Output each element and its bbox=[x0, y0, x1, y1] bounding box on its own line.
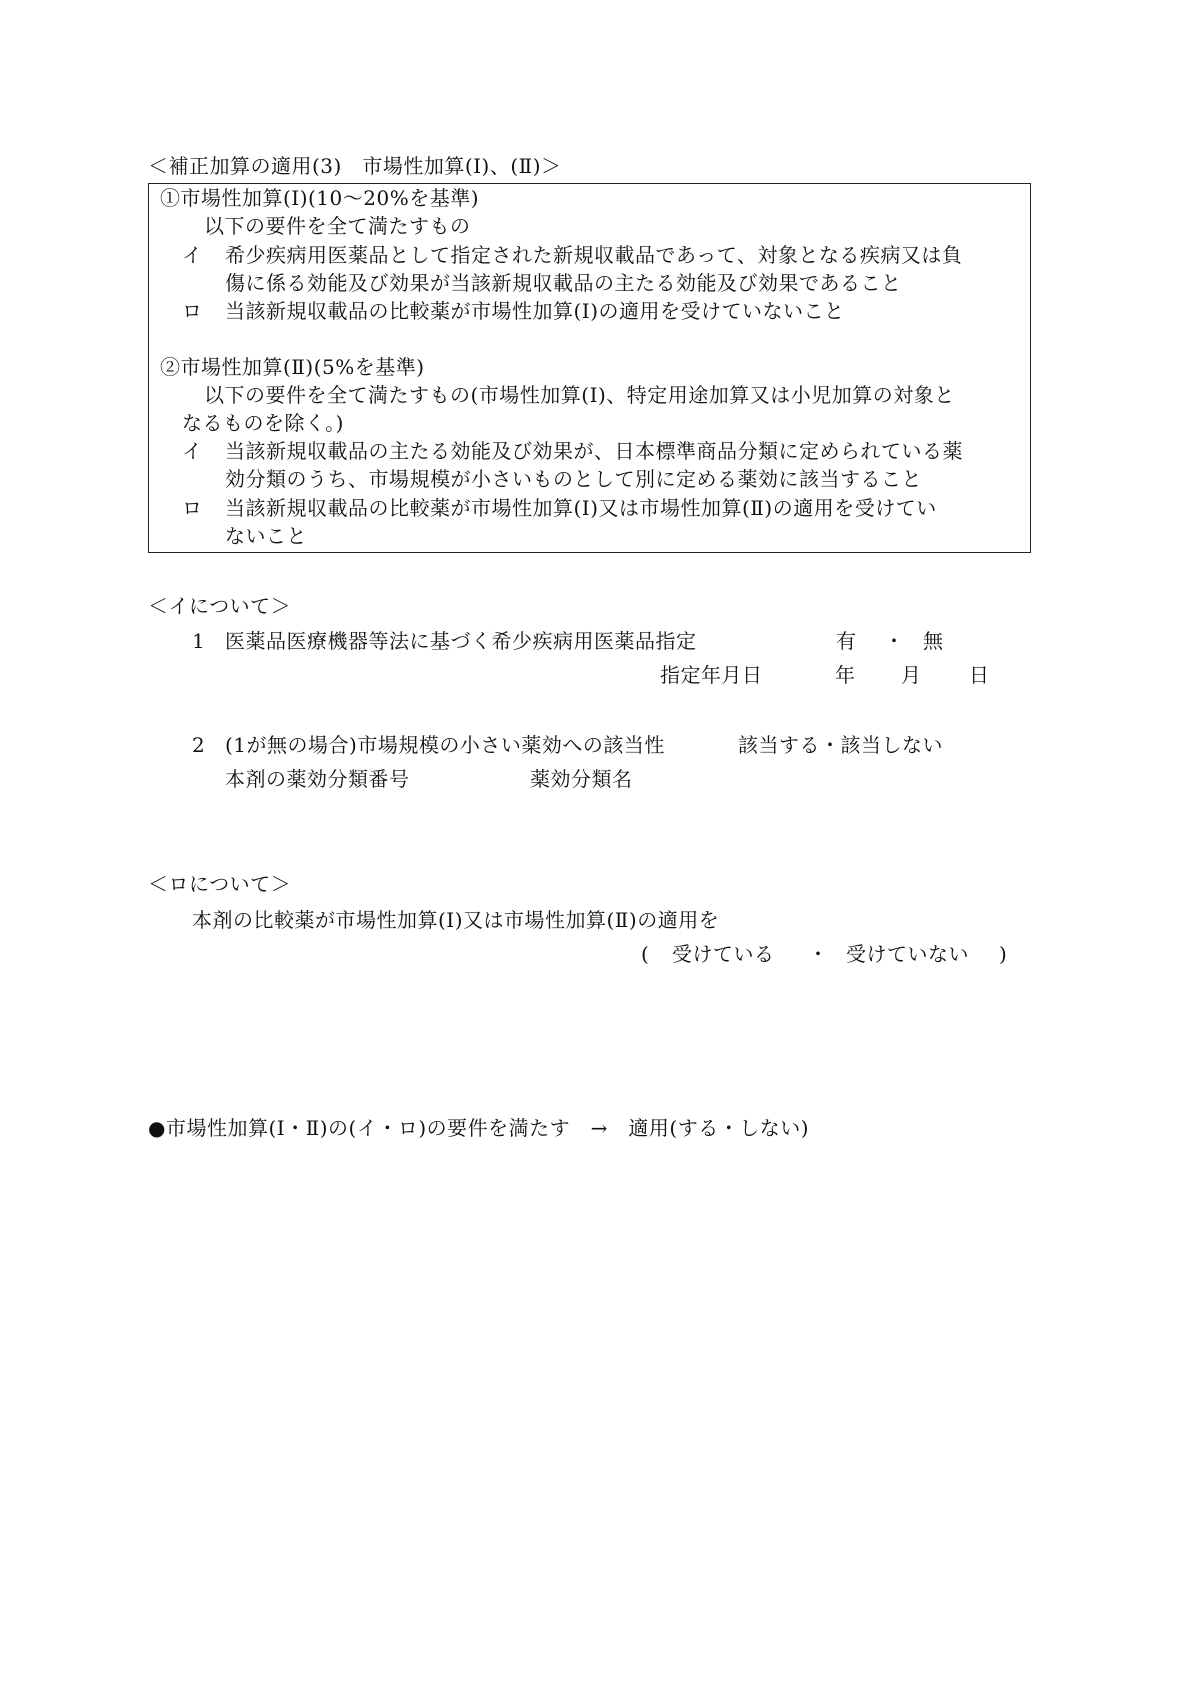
date-day: 日 bbox=[969, 663, 990, 687]
conclusion-line: ●市場性加算(Ⅰ・Ⅱ)の(イ・ロ)の要件を満たす → 適用(する・しない) bbox=[148, 1116, 810, 1140]
q1-choice-no[interactable]: 無 bbox=[923, 629, 944, 653]
q2-number: 2 bbox=[192, 733, 206, 757]
item2-heading: ②市場性加算(Ⅱ)(5%を基準) bbox=[160, 355, 425, 379]
item2-i-mark: イ bbox=[182, 439, 203, 463]
ro-choice-yes[interactable]: 受けている bbox=[672, 942, 775, 966]
date-year: 年 bbox=[835, 663, 856, 687]
item2-i-line2: 効分類のうち、市場規模が小さいものとして別に定める薬効に該当すること bbox=[225, 467, 922, 491]
q2-label: (1が無の場合)市場規模の小さい薬効への該当性 bbox=[225, 733, 665, 757]
ro-question-text: 本剤の比較薬が市場性加算(Ⅰ)又は市場性加算(Ⅱ)の適用を bbox=[192, 908, 720, 932]
q1-number: 1 bbox=[192, 629, 206, 653]
item1-ro-line1: 当該新規収載品の比較薬が市場性加算(Ⅰ)の適用を受けていないこと bbox=[225, 299, 845, 323]
q1-choice-yes[interactable]: 有 bbox=[836, 629, 857, 653]
item1-intro: 以下の要件を全て満たすもの bbox=[204, 214, 471, 238]
item2-i-line1: 当該新規収載品の主たる効能及び効果が、日本標準商品分類に定められている薬 bbox=[225, 439, 963, 463]
ro-close-paren: ) bbox=[999, 942, 1008, 966]
item2-ro-mark: ロ bbox=[182, 496, 203, 520]
ro-section-title: ＜ロについて＞ bbox=[148, 872, 292, 896]
q1-label: 医薬品医療機器等法に基づく希少疾病用医薬品指定 bbox=[225, 629, 697, 653]
item1-ro-mark: ロ bbox=[182, 299, 203, 323]
ro-choice-no[interactable]: 受けていない bbox=[846, 942, 969, 966]
item2-ro-line1: 当該新規収載品の比較薬が市場性加算(Ⅰ)又は市場性加算(Ⅱ)の適用を受けてい bbox=[225, 496, 937, 520]
q1-choice-separator: ・ bbox=[884, 629, 905, 653]
item2-ro-line2: ないこと bbox=[225, 524, 307, 548]
item2-intro-line2: なるものを除く。) bbox=[182, 411, 344, 435]
item1-heading: ①市場性加算(Ⅰ)(10～20%を基準) bbox=[160, 186, 480, 210]
class-number-label: 本剤の薬効分類番号 bbox=[225, 767, 410, 791]
i-section-title: ＜イについて＞ bbox=[148, 594, 292, 618]
section-title: ＜補正加算の適用(3) 市場性加算(Ⅰ)、(Ⅱ)＞ bbox=[148, 154, 562, 178]
item1-i-mark: イ bbox=[182, 243, 203, 267]
designation-date-label: 指定年月日 bbox=[660, 663, 763, 687]
item1-i-line2: 傷に係る効能及び効果が当該新規収載品の主たる効能及び効果であること bbox=[225, 271, 902, 295]
q2-choices[interactable]: 該当する・該当しない bbox=[738, 733, 943, 757]
ro-open-paren: ( bbox=[641, 942, 650, 966]
class-name-label: 薬効分類名 bbox=[530, 767, 633, 791]
date-month: 月 bbox=[901, 663, 922, 687]
ro-choice-separator: ・ bbox=[808, 942, 829, 966]
item1-i-line1: 希少疾病用医薬品として指定された新規収載品であって、対象となる疾病又は負 bbox=[225, 243, 963, 267]
item2-intro-line1: 以下の要件を全て満たすもの(市場性加算(Ⅰ)、特定用途加算又は小児加算の対象と bbox=[204, 383, 955, 407]
